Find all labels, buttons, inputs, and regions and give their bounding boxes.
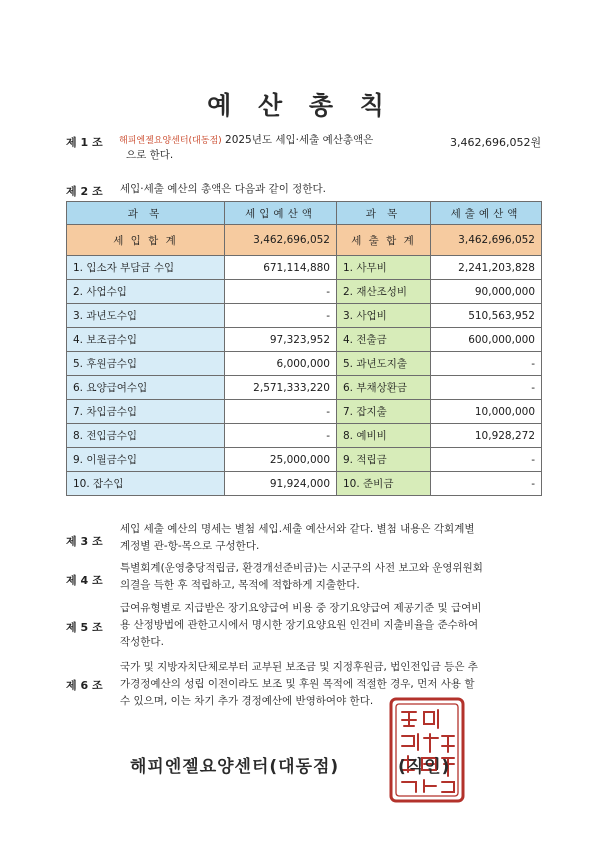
revenue-item-amount: 671,114,880 [225,256,337,280]
article6-line3: 수 있으며, 이는 차기 추가 경정예산에 반영하여야 한다. [120,695,374,707]
article4-line1: 특별회계(운영충당적립금, 환경개선준비금)는 시군구의 사전 보고와 운영위원회 [120,562,483,574]
table-row [67,352,542,376]
revenue-item-label: 1. 입소자 부담금 수입 [67,256,225,280]
expense-item-label: 5. 과년도지출 [337,352,431,376]
official-seal-icon [388,696,466,804]
header-expense-subject: 과 목 [337,202,431,225]
page-title: 예 산 총 칙 [207,91,393,120]
article1-text2: 으로 한다. [126,149,174,161]
expense-total-amount: 3,462,696,052 [431,225,542,256]
article2-text: 세입·세출 예산의 총액은 다음과 같이 정한다. [120,183,326,195]
revenue-item-amount: 6,000,000 [225,352,337,376]
article5-line2: 용 산정방법에 관한고시에서 명시한 장기요양요원 인건비 지출비율을 준수하여 [120,619,479,631]
revenue-item-label: 5. 후원금수입 [67,352,225,376]
table-total-row [67,225,542,256]
article3-number: 제 3 조 [66,535,103,548]
expense-total-label: 세 출 합 계 [337,225,431,256]
revenue-item-label: 3. 과년도수입 [67,304,225,328]
expense-item-amount: - [431,448,542,472]
expense-item-label: 6. 부채상환금 [337,376,431,400]
header-revenue-subject: 과 목 [67,202,225,225]
revenue-total-label: 세 입 합 계 [67,225,225,256]
article2-number: 제 2 조 [66,185,103,198]
article5-line3: 작성한다. [120,636,164,648]
revenue-item-amount: 97,323,952 [225,328,337,352]
article1-org-name: 해피엔젤요양센터(대동점) [119,136,222,146]
article1-line1 [119,133,373,149]
table-row [67,376,542,400]
footer-seal-label: (직인) [398,757,451,777]
revenue-item-label: 6. 요양급여수입 [67,376,225,400]
revenue-item-amount: - [225,280,337,304]
header-revenue-amount: 세입예산액 [225,202,337,225]
article6-line1: 국가 및 지방자치단체로부터 교부된 보조금 및 지정후원금, 법인전입금 등은 추 [120,661,478,673]
expense-item-amount: 600,000,000 [431,328,542,352]
expense-item-label: 9. 적립금 [337,448,431,472]
expense-item-label: 3. 사업비 [337,304,431,328]
article5-line1: 급여유형별로 지급받은 장기요양급여 비용 중 장기요양급여 제공기준 및 급여비 [120,602,482,614]
article6-line2: 가경정예산의 성립 이전이라도 보조 및 후원 목적에 적절한 경우, 먼저 사용 할 [120,678,475,690]
expense-item-label: 2. 재산조성비 [337,280,431,304]
revenue-item-amount: - [225,424,337,448]
table-row [67,448,542,472]
table-row [67,328,542,352]
table-row [67,280,542,304]
revenue-item-amount: 2,571,333,220 [225,376,337,400]
table-row [67,304,542,328]
expense-item-label: 8. 예비비 [337,424,431,448]
revenue-item-label: 8. 전입금수입 [67,424,225,448]
expense-item-label: 4. 전출금 [337,328,431,352]
table-row [67,424,542,448]
article4-line2: 의결을 득한 후 적립하고, 목적에 적합하게 지출한다. [120,579,360,591]
article1-text1: 2025년도 세입·세출 예산총액은 [225,134,374,146]
table-row [67,400,542,424]
expense-item-label: 7. 잡지출 [337,400,431,424]
revenue-item-amount: 25,000,000 [225,448,337,472]
revenue-item-amount: - [225,400,337,424]
article5-number: 제 5 조 [66,621,103,634]
article4-number: 제 4 조 [66,574,103,587]
header-expense-amount: 세출예산액 [431,202,542,225]
revenue-item-label: 9. 이월금수입 [67,448,225,472]
expense-item-amount: 510,563,952 [431,304,542,328]
revenue-item-label: 10. 잡수입 [67,472,225,496]
revenue-item-label: 7. 차입금수입 [67,400,225,424]
article3-line1: 세입 세출 예산의 명세는 별첨 세입.세출 예산서와 같다. 별첨 내용은 각회계별 [120,523,475,535]
article1-total-amount: 3,462,696,052원 [450,136,542,149]
revenue-item-amount: 91,924,000 [225,472,337,496]
table-row [67,472,542,496]
expense-item-amount: 10,928,272 [431,424,542,448]
table-header-row [67,202,542,225]
article1-number: 제 1 조 [66,136,103,149]
expense-item-label: 10. 준비금 [337,472,431,496]
expense-item-amount: 90,000,000 [431,280,542,304]
expense-item-amount: 2,241,203,828 [431,256,542,280]
revenue-total-amount: 3,462,696,052 [225,225,337,256]
revenue-item-label: 2. 사업수입 [67,280,225,304]
expense-item-amount: - [431,472,542,496]
expense-item-amount: - [431,376,542,400]
table-row [67,256,542,280]
article6-number: 제 6 조 [66,679,103,692]
article3-line2: 계정별 관-항-목으로 구성한다. [120,540,260,552]
expense-item-amount: - [431,352,542,376]
revenue-item-amount: - [225,304,337,328]
footer-organization-name: 해피엔젤요양센터(대동점) [130,757,340,777]
budget-table [66,201,542,496]
revenue-item-label: 4. 보조금수입 [67,328,225,352]
expense-item-label: 1. 사무비 [337,256,431,280]
expense-item-amount: 10,000,000 [431,400,542,424]
